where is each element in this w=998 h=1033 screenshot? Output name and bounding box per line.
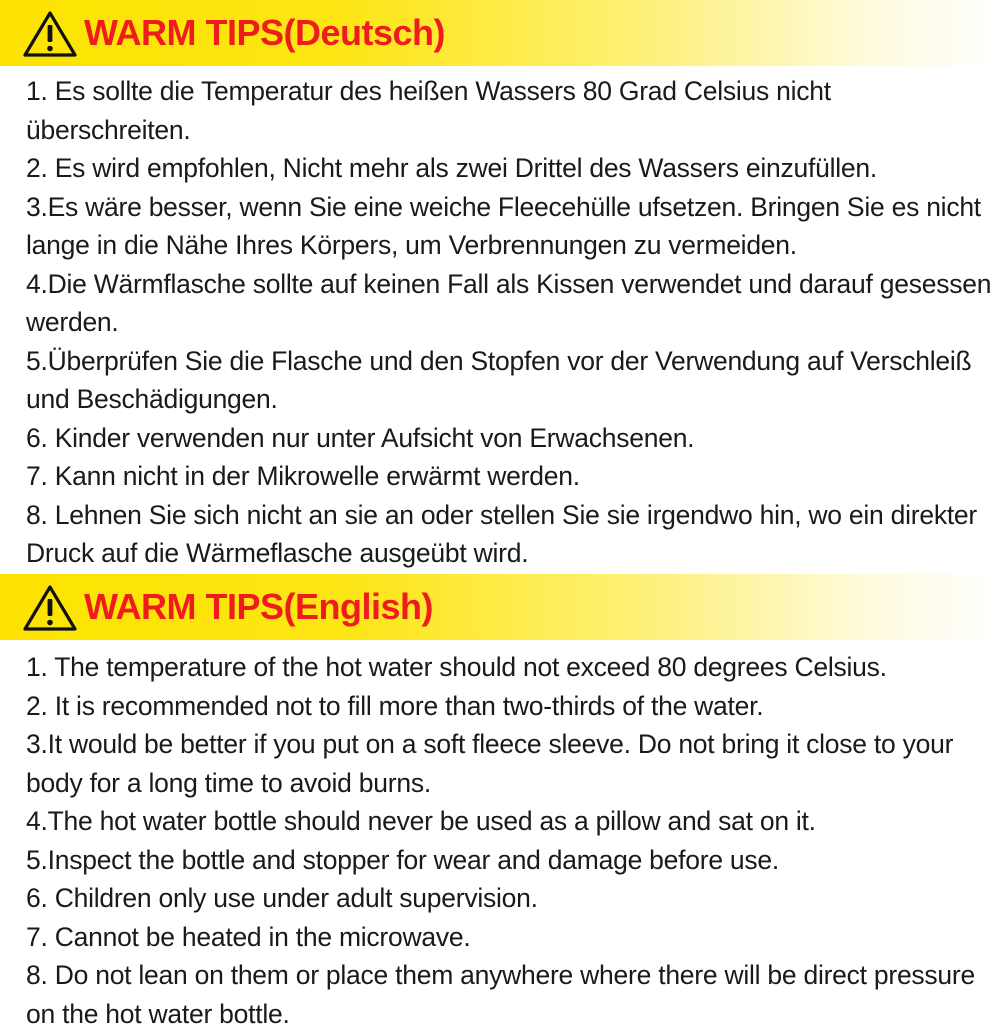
list-item: 6. Children only use under adult supervision. — [26, 883, 538, 913]
list-item: 2. Es wird empfohlen, Nicht mehr als zwei Drittel des Wassers einzufüllen. — [26, 153, 877, 183]
list-item: 5.Inspect the bottle and stopper for wear and damage before use. — [26, 844, 780, 875]
warning-triangle-icon — [22, 10, 78, 58]
list-item: 6. Kinder verwenden nur unter Aufsicht von Erwachsenen. — [26, 422, 695, 453]
warning-triangle-icon — [22, 584, 78, 632]
list-item: 2. It is recommended not to fill more than two-thirds of the water. — [26, 690, 764, 721]
list-item: 4.The hot water bottle should never be used as a pillow and sat on it. — [26, 806, 816, 836]
section-banner — [0, 0, 998, 66]
tips-list — [0, 66, 992, 573]
tips-list — [0, 640, 992, 1033]
section-banner — [0, 574, 998, 640]
list-item: 1. Es sollte die Temperatur des heißen Wassers 80 Grad Celsius nicht überschreiten. — [26, 76, 831, 145]
list-item: 7. Cannot be heated in the microwave. — [26, 921, 471, 952]
list-item: 8. Do not lean on them or place them anywhere where there will be direct pressure on the hot water bottle. — [26, 960, 975, 1029]
section-title: WARM TIPS(English) — [84, 586, 433, 627]
list-item: 1. The temperature of the hot water should not exceed 80 degrees Celsius. — [26, 652, 887, 682]
section-title: WARM TIPS(Deutsch) — [84, 12, 446, 53]
list-item: 3.It would be better if you put on a soft fleece sleeve. Do not bring it close to your body for a long time to avoid burns. — [26, 729, 954, 798]
tips-section-english — [0, 574, 998, 1033]
list-item: 7. Kann nicht in der Mikrowelle erwärmt werden. — [26, 461, 580, 491]
list-item: 4.Die Wärmflasche sollte auf keinen Fall als Kissen verwendet und darauf gesessen werden. — [26, 268, 992, 337]
list-item: 8. Lehnen Sie sich nicht an sie an oder stellen Sie sie irgendwo hin, wo ein direkter Druck auf die Wärmeflasche ausgeübt wird. — [26, 499, 977, 568]
list-item: 3.Es wäre besser, wenn Sie eine weiche Fleecehülle ufsetzen. Bringen Sie es nicht lange in die Nähe Ihres Körpers, um Verbrennungen zu vermeiden. — [26, 191, 981, 260]
list-item: 5.Überprüfen Sie die Flasche und den Stopfen vor der Verwendung auf Verschleiß und Beschädigungen. — [26, 345, 972, 414]
